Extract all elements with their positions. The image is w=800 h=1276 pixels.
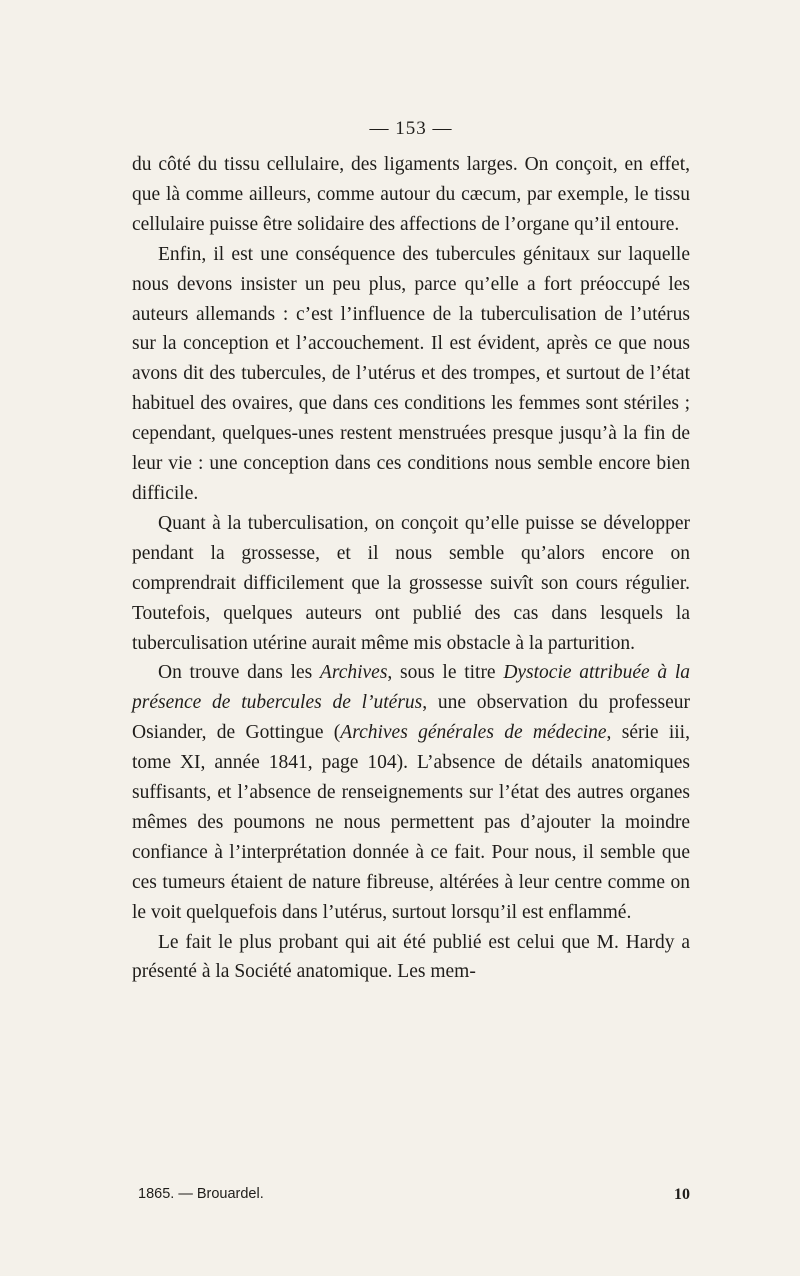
p4-italic-title: Dystocie attribuée à la présence de tubercules de l’utérus bbox=[132, 662, 690, 714]
paragraph-2: Enfin, il est une conséquence des tubercules génitaux sur laquelle nous devons insister un peu plus, parce qu’elle a fort préoccupé les auteurs allemands : c’est l’influence de la tuberculisation de l’utérus sur la conception et l’accouchement. Il est évident, après ce que nous avons dit des tubercules, de l’utérus et des trompes, et surtout de l’état habituel des ovaires, que dans ces conditions les femmes sont stériles ; cependant, quelques-unes restent menstruées presque jusqu’à la fin de leur vie : une conception dans ces conditions nous semble encore bien difficile. bbox=[132, 243, 690, 504]
paragraph-3: Quant à la tuberculisation, on conçoit qu’elle puisse se développer pendant la grossesse, et il nous semble qu’alors encore on comprendrait difficilement que la grossesse suivît son cours régulier. Toutefois, quelques auteurs ont publié des cas dans lesquels la tuberculisation utérine aurait même mis obstacle à la parturition. bbox=[132, 512, 690, 654]
p4-italic-archives: Archives bbox=[319, 662, 388, 684]
document-page bbox=[132, 118, 690, 987]
p4-italic-journal: Archives générales de médecine bbox=[340, 722, 607, 744]
paragraph-5: Le fait le plus probant qui ait été publié est celui que M. Hardy a présenté à la Société anatomique. Les mem- bbox=[132, 931, 690, 983]
p4-text-e: , une observation du professeur Osiander, de Gottingue ( bbox=[132, 692, 690, 744]
page-number: — 153 — bbox=[369, 118, 453, 139]
paragraph-4 bbox=[132, 658, 690, 927]
footer-imprint: 1865. — Brouardel. bbox=[138, 1186, 264, 1202]
footer-signature-mark: 10 bbox=[674, 1186, 690, 1203]
paragraph-1: du côté du tissu cellulaire, des ligaments larges. On conçoit, en effet, que là comme ailleurs, comme autour du cæcum, par exemple, le tissu cellulaire puisse être solidaire des affections de l’organe qu’il entoure. bbox=[132, 154, 690, 235]
body-text bbox=[132, 150, 690, 987]
page-footer bbox=[138, 1186, 690, 1204]
p4-text-g: , série iii, tome XI, année 1841, page 104). L’absence de détails anatomiques suffisants, et l’absence de renseignements sur l’état des autres organes mêmes des poumons ne nous permettent pas d’ajouter la moindre confiance à l’interprétation donnée à ce fait. Pour nous, il semble que ces tumeurs étaient de nature fibreuse, altérées à leur centre comme on le voit quelquefois dans l’utérus, surtout lorsqu’il est enflammé. bbox=[132, 722, 690, 923]
p4-text-a: On trouve dans les bbox=[158, 662, 320, 684]
p4-text-c: , sous le titre bbox=[387, 662, 504, 684]
